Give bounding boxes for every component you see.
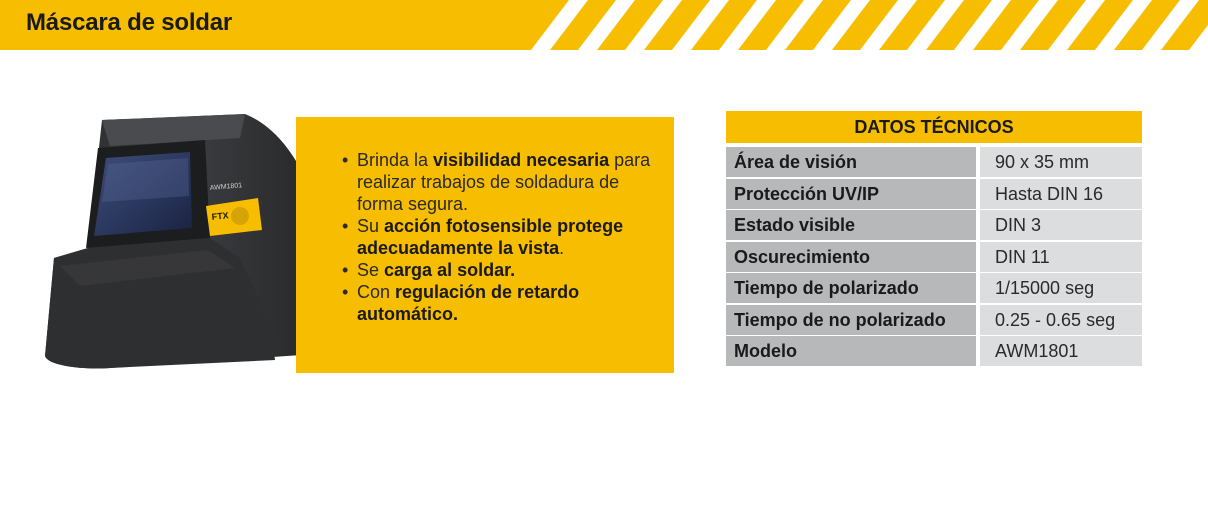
- table-row: [726, 336, 1142, 366]
- spec-value: DIN 11: [980, 242, 1142, 272]
- spec-label: Área de visión: [726, 147, 976, 177]
- table-row: [726, 179, 1142, 209]
- feature-item: • Se carga al soldar.: [341, 259, 661, 281]
- page-title: Máscara de soldar: [26, 9, 233, 36]
- feature-item: • Con regulación de retardo automático.: [341, 281, 661, 325]
- spec-value: Hasta DIN 16: [980, 179, 1142, 209]
- features-box: [296, 117, 674, 373]
- spec-label: Tiempo de no polarizado: [726, 305, 976, 335]
- specs-title: DATOS TÉCNICOS: [726, 111, 1142, 143]
- model-label: AWM1801: [209, 182, 243, 192]
- spec-label: Tiempo de polarizado: [726, 273, 976, 303]
- feature-item: • Su acción fotosensible protege adecuadamente la vista.: [341, 215, 661, 259]
- table-row: [726, 210, 1142, 240]
- spec-value: AWM1801: [980, 336, 1142, 366]
- product-image: [40, 108, 340, 380]
- header-banner: [0, 0, 1208, 50]
- welding-mask-icon: [40, 108, 340, 380]
- spec-value: DIN 3: [980, 210, 1142, 240]
- table-row: [726, 147, 1142, 177]
- table-row: [726, 242, 1142, 272]
- brand-label: FTX: [211, 210, 230, 222]
- spec-label: Protección UV/IP: [726, 179, 976, 209]
- spec-value: 90 x 35 mm: [980, 147, 1142, 177]
- spec-label: Estado visible: [726, 210, 976, 240]
- spec-label: Oscurecimiento: [726, 242, 976, 272]
- feature-item: • Brinda la visibilidad necesaria para realizar trabajos de soldadura de forma segura.: [341, 149, 661, 215]
- features-list: [341, 149, 661, 325]
- spec-value: 0.25 - 0.65 seg: [980, 305, 1142, 335]
- spec-value: 1/15000 seg: [980, 273, 1142, 303]
- table-row: [726, 273, 1142, 303]
- spec-label: Modelo: [726, 336, 976, 366]
- table-row: [726, 305, 1142, 335]
- specs-table: [726, 111, 1142, 368]
